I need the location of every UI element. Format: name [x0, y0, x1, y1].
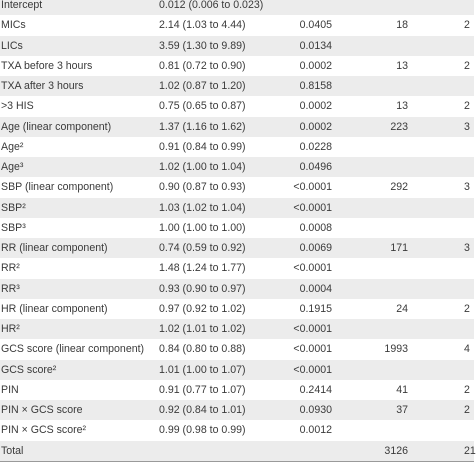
estimate-cell: 0.012 (0.006 to 0.023) — [159, 0, 264, 11]
table-bottom-rule — [0, 461, 474, 462]
variable-cell: HR (linear component) — [1, 302, 108, 315]
estimate-cell: 0.93 (0.90 to 0.97) — [159, 282, 246, 295]
table-row — [0, 420, 474, 440]
variable-cell: SBP (linear component) — [1, 181, 114, 194]
table-row — [0, 56, 474, 76]
p-value-cell: 0.0008 — [299, 221, 332, 234]
table-row — [0, 137, 474, 157]
p-value-cell: <0.0001 — [293, 262, 332, 275]
table-row — [0, 339, 474, 359]
count-cell: 171 — [390, 242, 408, 254]
table-row — [0, 76, 474, 96]
variable-cell: Age² — [1, 140, 24, 153]
estimate-cell: 0.84 (0.80 to 0.88) — [159, 343, 246, 356]
variable-cell: PIN × GCS score² — [1, 424, 87, 437]
count-cell-clipped: 4 — [464, 343, 470, 356]
table-row — [0, 319, 474, 339]
table-row — [0, 360, 474, 380]
p-value-cell: <0.0001 — [293, 343, 332, 356]
p-value-cell: 0.0405 — [299, 19, 332, 32]
variable-cell: PIN × GCS score — [1, 404, 83, 416]
count-cell: 3126 — [384, 444, 408, 457]
count-cell-clipped: 2 — [464, 19, 470, 32]
p-value-cell: <0.0001 — [293, 323, 332, 335]
p-value-cell: 0.8158 — [299, 80, 332, 92]
p-value-cell: 0.0002 — [299, 100, 332, 113]
variable-cell: MICs — [1, 19, 26, 32]
table-row — [0, 96, 474, 116]
p-value-cell: <0.0001 — [293, 363, 332, 376]
count-cell-clipped: 21 — [464, 444, 476, 457]
variable-cell: HR² — [1, 323, 20, 335]
estimate-cell: 1.02 (1.01 to 1.02) — [159, 323, 246, 335]
estimate-cell: 1.02 (1.00 to 1.04) — [159, 161, 246, 173]
count-cell: 292 — [390, 181, 408, 194]
count-cell: 1993 — [384, 343, 408, 356]
estimate-cell: 0.91 (0.84 to 0.99) — [159, 140, 246, 153]
estimate-cell: 0.81 (0.72 to 0.90) — [159, 59, 246, 72]
p-value-cell: 0.0002 — [299, 120, 332, 133]
count-cell-clipped: 2 — [464, 59, 470, 72]
variable-cell: LICs — [1, 39, 23, 52]
p-value-cell: 0.0012 — [299, 424, 332, 437]
count-cell: 41 — [396, 383, 408, 396]
variable-cell: Age (linear component) — [1, 120, 112, 133]
count-cell: 24 — [396, 302, 408, 315]
p-value-cell: 0.0134 — [299, 39, 332, 52]
table-row — [0, 198, 474, 218]
p-value-cell: 0.0002 — [299, 59, 332, 72]
table-row — [0, 117, 474, 137]
variable-cell: RR (linear component) — [1, 242, 108, 254]
table-row — [0, 36, 474, 56]
count-cell-clipped: 2 — [464, 383, 470, 396]
p-value-cell: 0.1915 — [299, 302, 332, 315]
estimate-cell: 0.75 (0.65 to 0.87) — [159, 100, 246, 113]
estimate-cell: 0.92 (0.84 to 1.01) — [159, 404, 246, 416]
p-value-cell: 0.0069 — [299, 242, 332, 254]
estimate-cell: 0.90 (0.87 to 0.93) — [159, 181, 246, 194]
estimate-cell: 1.48 (1.24 to 1.77) — [159, 262, 246, 275]
count-cell-clipped: 3 — [464, 120, 470, 133]
estimate-cell: 3.59 (1.30 to 9.89) — [159, 39, 246, 52]
estimate-cell: 0.91 (0.77 to 1.07) — [159, 383, 246, 396]
estimate-cell: 2.14 (1.03 to 4.44) — [159, 19, 246, 32]
estimate-cell: 1.37 (1.16 to 1.62) — [159, 120, 246, 133]
table-row — [0, 279, 474, 299]
count-cell-clipped: 2 — [464, 100, 470, 113]
variable-cell: GCS score² — [1, 363, 57, 376]
count-cell: 223 — [390, 120, 408, 133]
variable-cell: SBP² — [1, 201, 26, 214]
table-row — [0, 157, 474, 177]
table-row — [0, 299, 474, 319]
count-cell: 13 — [396, 100, 408, 113]
variable-cell: TXA before 3 hours — [1, 59, 93, 72]
variable-cell: RR² — [1, 262, 20, 275]
variable-cell: >3 HIS — [1, 100, 34, 113]
p-value-cell: 0.0004 — [299, 282, 332, 295]
estimate-cell: 0.97 (0.92 to 1.02) — [159, 302, 246, 315]
count-cell: 18 — [396, 19, 408, 32]
table-row — [0, 400, 474, 420]
count-cell: 13 — [396, 59, 408, 72]
table-row — [0, 15, 474, 35]
estimate-cell: 1.03 (1.02 to 1.04) — [159, 201, 246, 214]
table-row — [0, 218, 474, 238]
estimate-cell: 1.02 (0.87 to 1.20) — [159, 80, 246, 92]
variable-cell: Total — [1, 444, 24, 457]
table-row — [0, 258, 474, 278]
table-row — [0, 177, 474, 197]
variable-cell: GCS score (linear component) — [1, 343, 145, 356]
estimate-cell: 0.74 (0.59 to 0.92) — [159, 242, 246, 254]
p-value-cell: 0.0228 — [299, 140, 332, 153]
variable-cell: SBP³ — [1, 221, 26, 234]
estimate-cell: 0.99 (0.98 to 0.99) — [159, 424, 246, 437]
p-value-cell: <0.0001 — [293, 181, 332, 194]
count-cell: 37 — [396, 404, 408, 416]
p-value-cell: 0.0496 — [299, 161, 332, 173]
count-cell-clipped: 2 — [464, 302, 470, 315]
variable-cell: RR³ — [1, 282, 20, 295]
table-row — [0, 0, 474, 15]
count-cell-clipped: 2 — [464, 404, 470, 416]
count-cell-clipped: 3 — [464, 181, 470, 194]
estimate-cell: 1.01 (1.00 to 1.07) — [159, 363, 246, 376]
table-row — [0, 238, 474, 258]
variable-cell: PIN — [1, 383, 19, 396]
table-row — [0, 380, 474, 400]
variable-cell: Age³ — [1, 161, 24, 173]
variable-cell: TXA after 3 hours — [1, 80, 84, 92]
variable-cell: Intercept — [1, 0, 43, 11]
count-cell-clipped: 3 — [464, 242, 470, 254]
p-value-cell: 0.2414 — [299, 383, 332, 396]
table-row — [0, 441, 474, 461]
p-value-cell: 0.0930 — [299, 404, 332, 416]
p-value-cell: <0.0001 — [293, 201, 332, 214]
estimate-cell: 1.00 (1.00 to 1.00) — [159, 221, 246, 234]
